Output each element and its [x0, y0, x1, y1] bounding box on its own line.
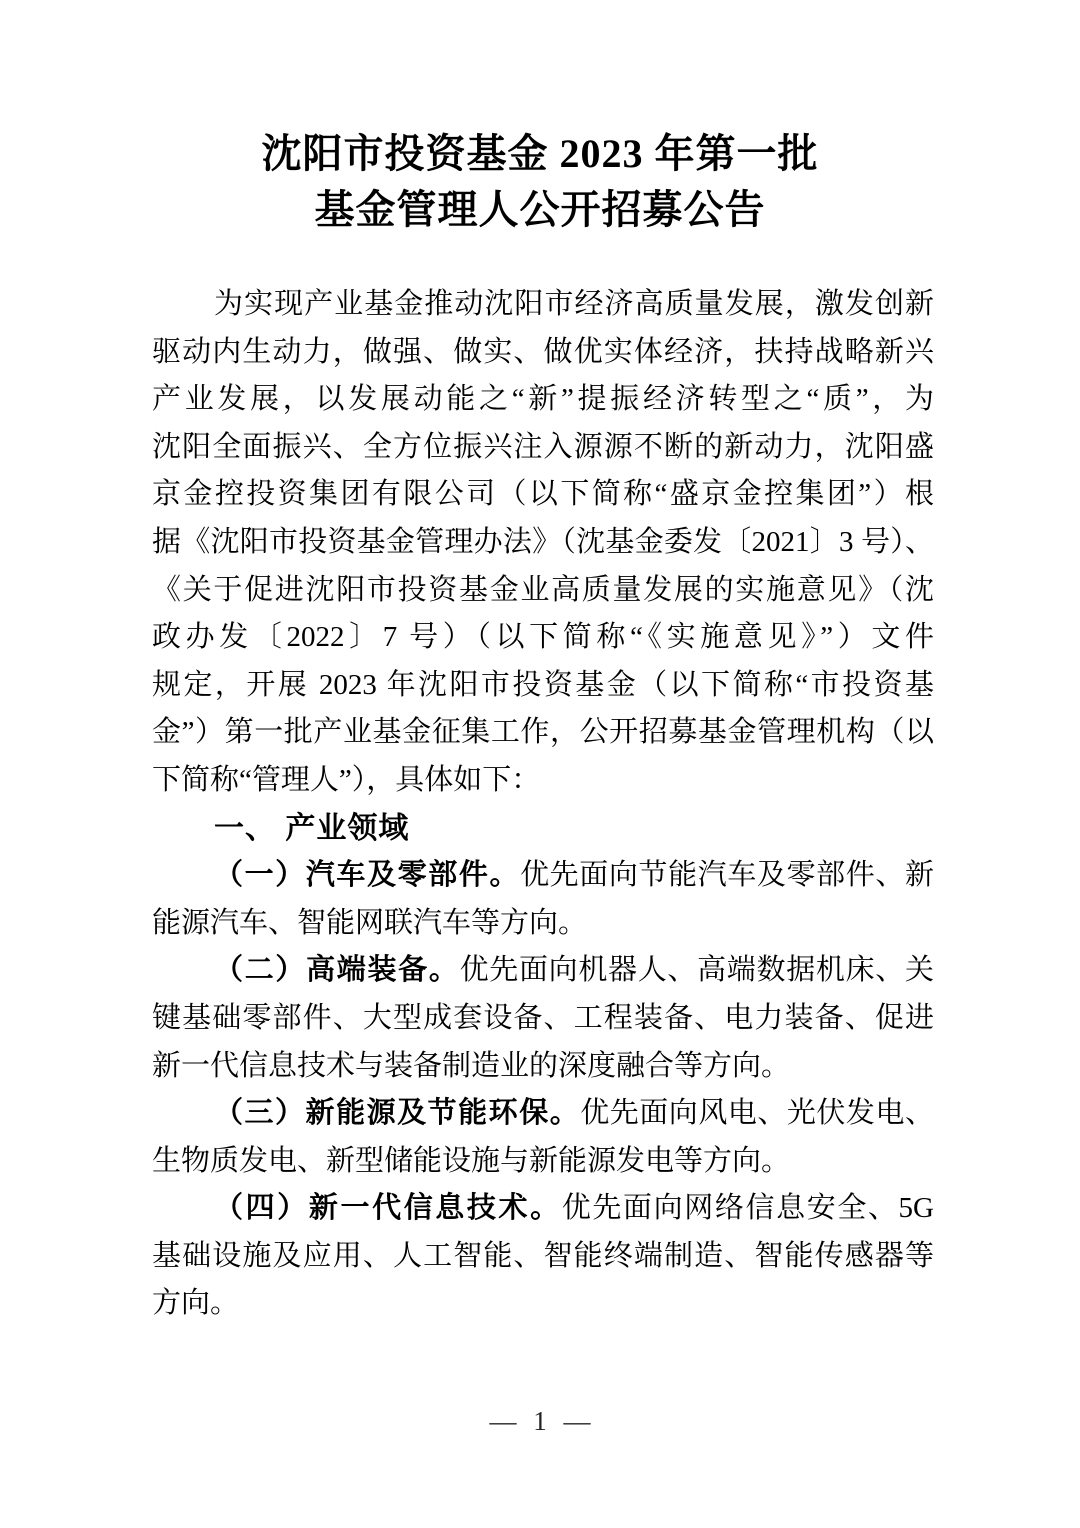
intro-line: 沈阳全面振兴、全方位振兴注入源源不断的新动力，沈阳盛	[152, 430, 934, 463]
section-heading-industry-fields: 一、 产业领域	[214, 811, 410, 845]
section-newenergy-lead: （三）新能源及节能环保。	[214, 1097, 581, 1130]
intro-line: 政办发〔2022〕7 号）（以下简称“《实施意见》”）文件	[152, 621, 934, 654]
intro-line: 金”）第一批产业基金征集工作，公开招募基金管理机构（以	[152, 716, 934, 749]
section-newenergy-line: 生物质发电、新型储能设施与新能源发电等方向。	[152, 1144, 791, 1177]
intro-line: 为实现产业基金推动沈阳市经济高质量发展，激发创新	[214, 288, 934, 320]
intro-line: 据《沈阳市投资基金管理办法》（沈基金委发〔2021〕3 号）、	[152, 525, 934, 558]
section-it-line	[152, 1185, 934, 1233]
document-title	[0, 0, 1080, 238]
intro-line: 下简称“管理人”），具体如下：	[152, 763, 541, 796]
section-equipment-lead: （二）高端装备。	[214, 954, 460, 987]
section-equipment-text: 优先面向机器人、高端数据机床、关	[459, 954, 934, 987]
section-newenergy-line	[152, 1090, 934, 1138]
intro-line: 规定，开展 2023 年沈阳市投资基金（以下简称“市投资基	[152, 668, 934, 701]
intro-line: 京金控投资集团有限公司（以下简称“盛京金控集团”）根	[152, 478, 934, 511]
section-auto-lead: （一）汽车及零部件。	[214, 859, 521, 892]
intro-line: 产业发展，以发展动能之“新”提振经济转型之“质”，为	[152, 383, 934, 416]
section-equipment-line	[152, 947, 934, 995]
section-auto-line	[152, 852, 934, 900]
title-line-1: 沈阳市投资基金 2023 年第一批	[261, 131, 819, 176]
section-it-line: 基础设施及应用、人工智能、智能终端制造、智能传感器等	[152, 1239, 934, 1272]
section-equipment-line: 新一代信息技术与装备制造业的深度融合等方向。	[152, 1049, 791, 1082]
section-it-text: 优先面向网络信息安全、5G	[561, 1192, 934, 1225]
document-body	[152, 281, 934, 1328]
section-newenergy-text: 优先面向风电、光伏发电、	[580, 1097, 934, 1130]
section-equipment-line: 键基础零部件、大型成套设备、工程装备、电力装备、促进	[152, 1001, 934, 1034]
section-auto-line: 能源汽车、智能网联汽车等方向。	[152, 906, 588, 939]
section-auto-text: 优先面向节能汽车及零部件、新	[520, 859, 934, 892]
section-it-lead: （四）新一代信息技术。	[214, 1192, 562, 1225]
intro-line: 《关于促进沈阳市投资基金业高质量发展的实施意见》（沈	[152, 573, 934, 606]
page-number: — 1 —	[489, 1406, 591, 1436]
intro-line: 驱动内生动力，做强、做实、做优实体经济，扶持战略新兴	[152, 335, 934, 368]
title-line-2: 基金管理人公开招募公告	[314, 187, 766, 232]
section-it-line: 方向。	[152, 1287, 240, 1320]
